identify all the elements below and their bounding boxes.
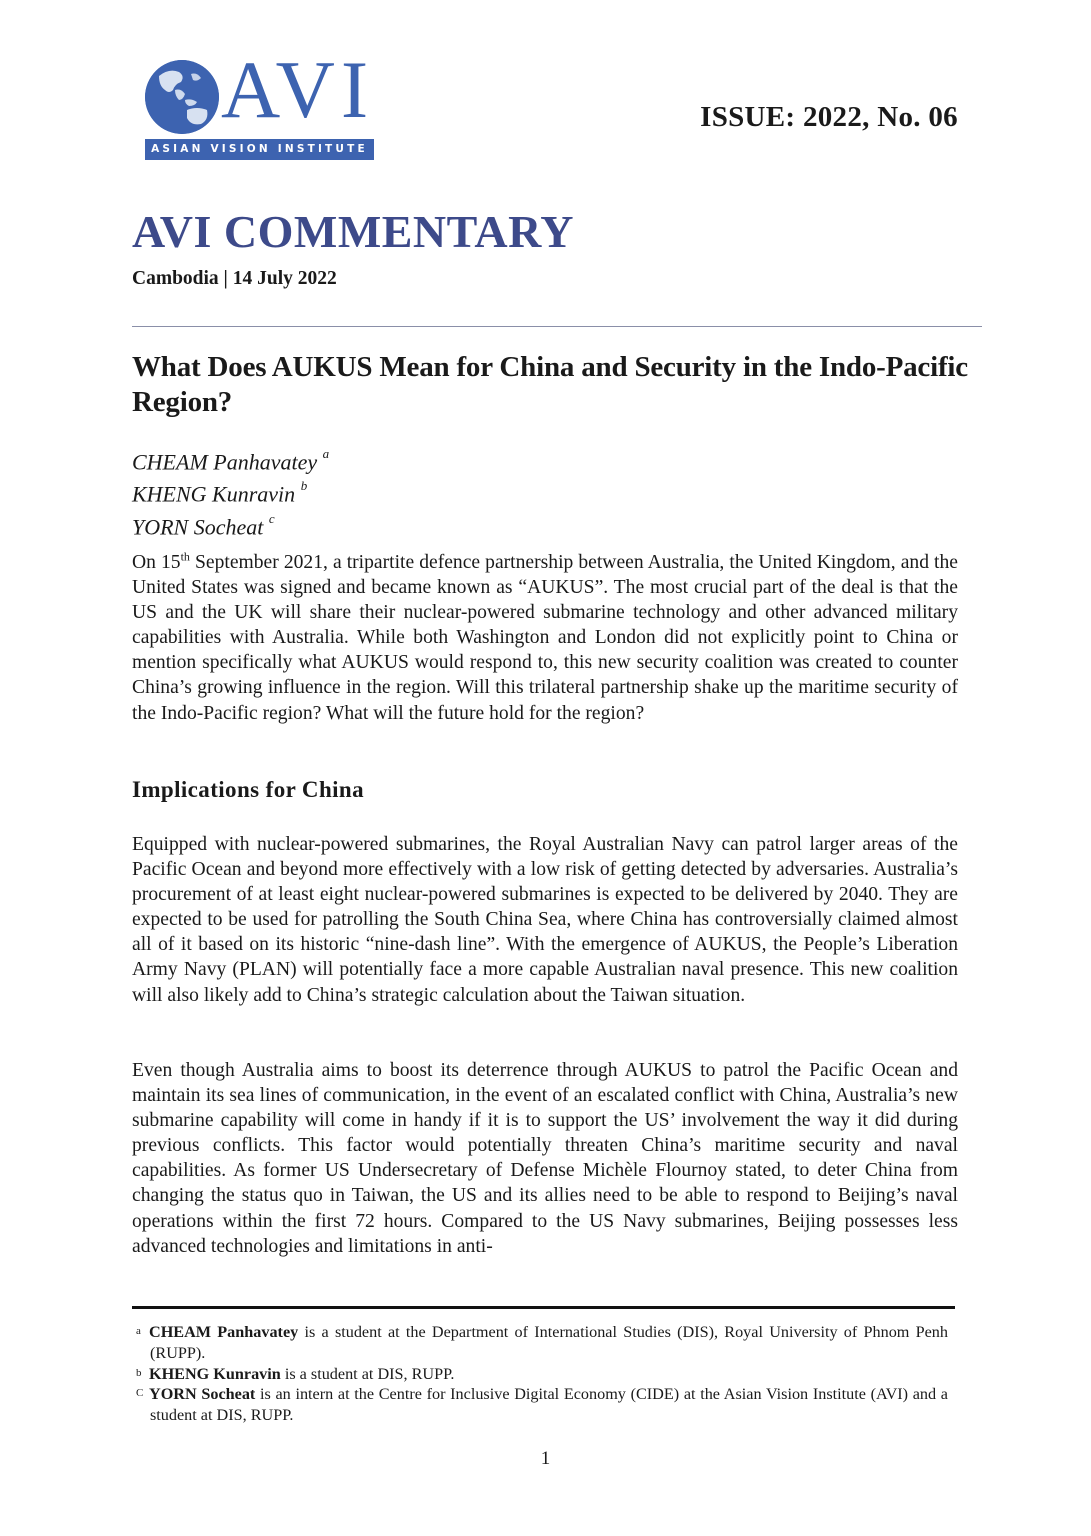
footnote-text: is an intern at the Centre for Inclusive Digital Economy (CIDE) at the Asian Vision Institute (AVI) and a student at DIS, RUPP. <box>150 1385 948 1425</box>
globe-icon <box>145 60 219 134</box>
footnote-text: is a student at the Department of International Studies (DIS), Royal University of Phnom Penh (RUPP). <box>150 1323 948 1362</box>
footnote-author: CHEAM Panhavatey <box>149 1323 299 1341</box>
issue-number: ISSUE: 2022, No. 06 <box>700 101 958 133</box>
ordinal-suffix: th <box>180 549 190 564</box>
page-number: 1 <box>540 1448 551 1469</box>
footnote-author: KHENG Kunravin <box>149 1364 281 1383</box>
author-name: YORN Socheat <box>132 513 264 539</box>
author <box>132 443 329 475</box>
footnote-author: YORN Socheat <box>149 1385 256 1404</box>
author <box>132 508 329 540</box>
body-paragraph: Even though Australia aims to boost its deterrence through AUKUS to patrol the Pacific Ocean and maintain its sea lines of communication, in the event of an escalated conflict with China, Australia’s new submarine capability will come in handy if it is to support the US’ involvement the way it did during previous conflicts. This factor would potentially threaten China’s maritime security and naval capabilities. As former US Undersecretary of Defense Michèle Flournoy stated, to deter China from changing the status quo in Taiwan, the US and its allies need to be able to respond to Beijing’s naval operations within the first 72 hours. Compared to the US Navy submarines, Beijing possesses less advanced technologies and limitations in anti- <box>132 1060 958 1257</box>
avi-logo <box>145 44 375 162</box>
logo-wordmark: AVI <box>221 44 375 135</box>
article-title: What Does AUKUS Mean for China and Security in the Indo-Pacific Region? <box>132 351 968 418</box>
intro-lead: On 15 <box>132 552 181 573</box>
logo-tagline: ASIAN VISION INSTITUTE <box>145 139 374 160</box>
footnote-mark: a <box>136 1325 141 1337</box>
footnote <box>136 1384 948 1426</box>
dateline: Cambodia | 14 July 2022 <box>132 268 337 289</box>
footnote-divider <box>132 1306 955 1309</box>
footnote-text: is a student at DIS, RUPP. <box>280 1364 455 1383</box>
body-paragraph: Equipped with nuclear-powered submarines, the Royal Australian Navy can patrol larger areas of the Pacific Ocean and beyond more effectively with a low risk of getting detected by adversaries. Australia’s procurement of at least eight nuclear-powered submarines is expected to be delivered by 2040. They are expected to be used for patrolling the South China Sea, where China has controversially claimed almost all of it based on its historic “nine-dash line”. With the emergence of AUKUS, the People’s Liberation Army Navy (PLAN) will potentially face a more capable Australian naval presence. This new coalition will also likely add to China’s strategic calculation about the Taiwan situation. <box>132 834 958 1006</box>
author-list <box>132 443 329 540</box>
intro-text: September 2021, a tripartite defence partnership between Australia, the United Kingdom, and the United States was signed and became known as “AUKUS”. The most crucial part of the deal is that the US and the UK will share their nuclear-powered submarine technology and other advanced military capabilities with Australia. While both Washington and London did not explicitly point to China or mention specifically what AUKUS would respond to, this new security coalition was created to counter China’s growing influence in the region. Will this trilateral partnership shake up the maritime security of the Indo-Pacific region? What will the future hold for the region? <box>132 552 958 724</box>
intro-paragraph <box>132 550 958 726</box>
footnote-mark: C <box>136 1387 144 1400</box>
author <box>132 475 329 507</box>
footnotes <box>136 1322 948 1426</box>
footnote-mark: c <box>268 510 275 526</box>
footnote-mark: a <box>322 446 330 461</box>
header-divider <box>132 326 982 327</box>
footnote-mark: b <box>136 1366 142 1379</box>
series-title: AVI COMMENTARY <box>132 206 574 257</box>
author-name: KHENG Kunravin <box>132 481 296 507</box>
footnote <box>136 1364 948 1385</box>
section-heading: Implications for China <box>132 777 365 802</box>
footnote-mark: b <box>300 478 308 494</box>
author-name: CHEAM Panhavatey <box>132 449 318 475</box>
footnote <box>136 1322 948 1364</box>
